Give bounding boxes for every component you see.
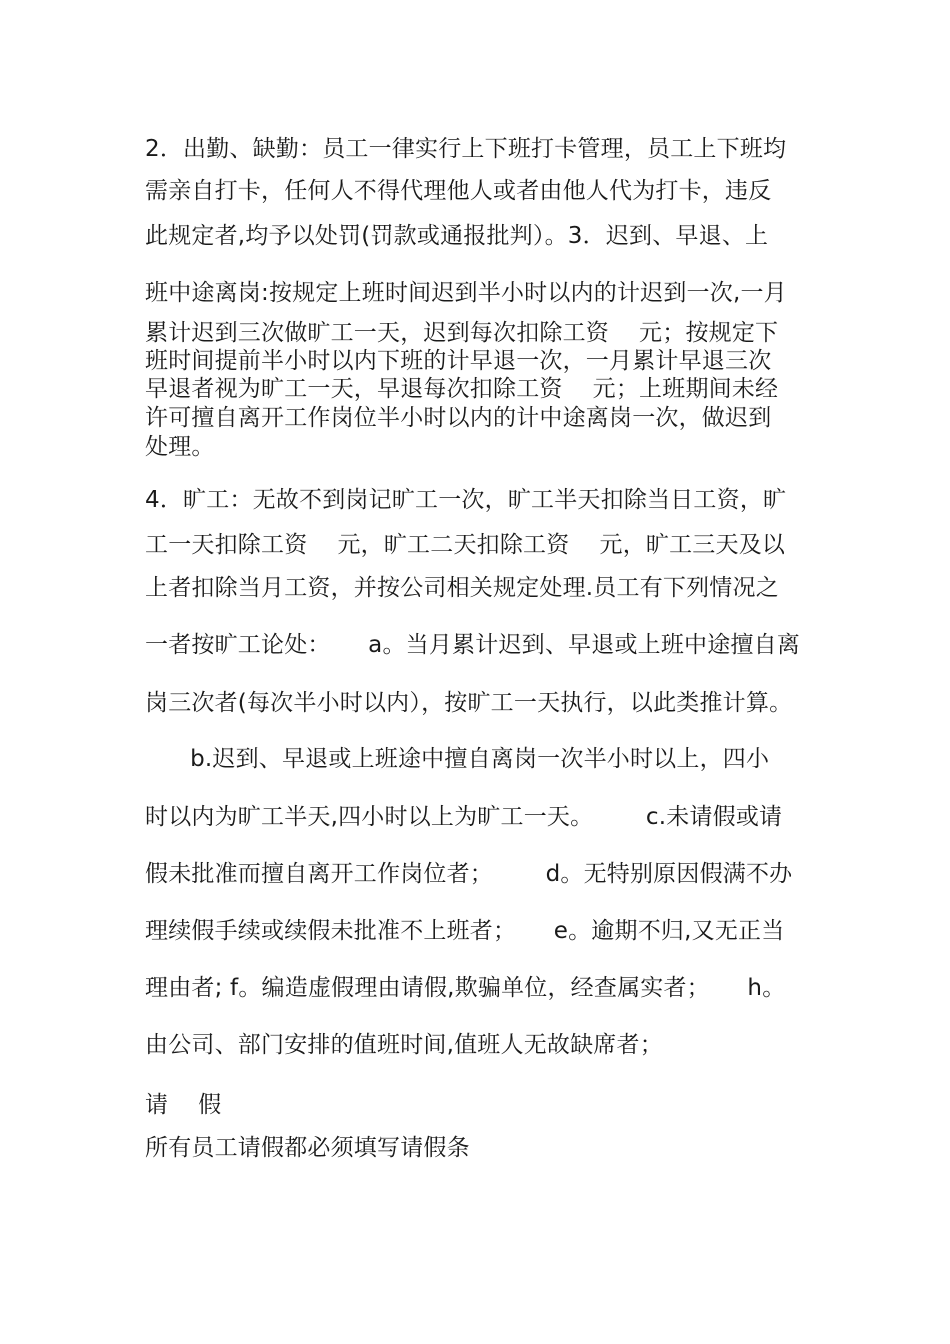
text-line: 理续假手续或续假未批准不上班者； e。逾期不归,又无正当 xyxy=(145,918,785,944)
text-line: 假未批准而擅自离开工作岗位者； d。无特别原因假满不办 xyxy=(145,861,793,887)
text-line: 班中途离岗:按规定上班时间迟到半小时以内的计迟到一次,一月 xyxy=(145,280,787,306)
text-line: 2．出勤、缺勤：员工一律实行上下班打卡管理，员工上下班均 xyxy=(145,136,787,162)
text-line: 班时间提前半小时以内下班的计早退一次，一月累计早退三次 xyxy=(145,348,772,374)
text-line: 由公司、部门安排的值班时间,值班人无故缺席者； xyxy=(145,1032,663,1058)
text-line: 工一天扣除工资 元，旷工二天扣除工资 元，旷工三天及以 xyxy=(145,532,786,558)
text-line: 处理。 xyxy=(145,434,215,460)
text-line: 理由者; f。编造虚假理由请假,欺骗单位，经查属实者； h。 xyxy=(145,975,786,1001)
text-line: 累计迟到三次做旷工一天，迟到每次扣除工资 元；按规定下 xyxy=(145,320,779,346)
text-line: 4．旷工：无故不到岗记旷工一次，旷工半天扣除当日工资，旷 xyxy=(145,487,787,513)
text-line: 一者按旷工论处： a。当月累计迟到、早退或上班中途擅自离 xyxy=(145,632,801,658)
section-heading: 请 假 xyxy=(145,1092,222,1118)
text-line: 所有员工请假都必须填写请假条 xyxy=(145,1135,470,1161)
text-line: 早退者视为旷工一天，早退每次扣除工资 元；上班期间未经 xyxy=(145,376,779,402)
text-line: 需亲自打卡，任何人不得代理他人或者由他人代为打卡，违反 xyxy=(145,178,772,204)
text-line: 岗三次者(每次半小时以内），按旷工一天执行，以此类推计算。 xyxy=(145,690,793,716)
text-line: 此规定者,均予以处罚(罚款或通报批判）。3．迟到、早退、上 xyxy=(145,223,769,249)
text-line: 上者扣除当月工资，并按公司相关规定处理.员工有下列情况之 xyxy=(145,575,779,601)
text-line: b.迟到、早退或上班途中擅自离岗一次半小时以上，四小 xyxy=(145,746,770,772)
text-line: 时以内为旷工半天,四小时以上为旷工一天。 c.未请假或请 xyxy=(145,804,783,830)
text-line: 许可擅自离开工作岗位半小时以内的计中途离岗一次，做迟到 xyxy=(145,405,772,431)
